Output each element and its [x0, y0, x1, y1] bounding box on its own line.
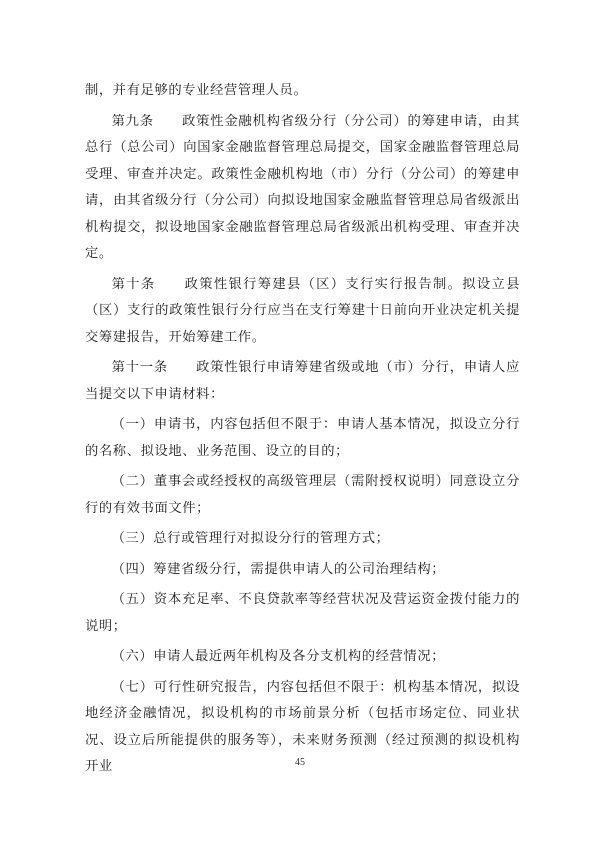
document-body: [85, 78, 520, 785]
article-9-text: 政策性金融机构省级分行（分公司）的筹建申请，由其总行（总公司）向国家金融监督管理总局提交，国家金融监督管理总局受理、审查并决定。政策性金融机构地（市）分行（分公司）的筹建申请，由其省级分行（分公司）向拟设地国家金融监督管理总局省级派出机构提交，拟设地国家金融监督管理总局省级派出机构受理、审查并决定。: [85, 113, 521, 261]
article-9-number: 第九条: [111, 113, 154, 129]
article-10-text: 政策性银行筹建县（区）支行实行报告制。拟设立县（区）支行的政策性银行分行应当在支行筹建十日前向开业决定机关提交筹建报告，开始筹建工作。: [85, 276, 520, 345]
list-item-5: （五）资本充足率、不良贷款率等经营状况及营运资金拨付能力的说明；: [85, 592, 520, 634]
article-10-number: 第十条: [111, 276, 156, 292]
page-number: 45: [295, 757, 305, 768]
list-item-6: （六）申请人最近两年机构及各分支机构的经营情况；: [111, 649, 446, 664]
paragraph-continuation: 制，并有足够的专业经营管理人员。: [85, 83, 308, 98]
article-9: [85, 109, 520, 268]
article-11-number: 第十一条: [111, 360, 168, 375]
list-item-4: （四）筹建省级分行，需提供申请人的公司治理结构；: [111, 561, 446, 577]
article-10: [85, 272, 520, 352]
list-item-7: （七）可行性研究报告，内容包括但不限于：机构基本情况，拟设地经济金融情况，拟设机构的市场前景分析（包括市场定位、同业状况、设立后所能提供的服务等），未来财务预测（经过预测的拟设机构开业: [85, 679, 520, 774]
list-item-1: （一）申请书，内容包括但不限于：申请人基本情况，拟设立分行的名称、拟设地、业务范围、设立的目的；: [85, 417, 520, 459]
article-11: [85, 355, 520, 408]
list-item-3: （三）总行或管理行对拟设分行的管理方式；: [111, 531, 390, 546]
list-item-2: （二）董事会或经授权的高级管理层（需附授权说明）同意设立分行的有效书面文件；: [85, 474, 520, 516]
article-11-text: 政策性银行申请筹建省级或地（市）分行，申请人应当提交以下申请材料：: [85, 360, 520, 402]
